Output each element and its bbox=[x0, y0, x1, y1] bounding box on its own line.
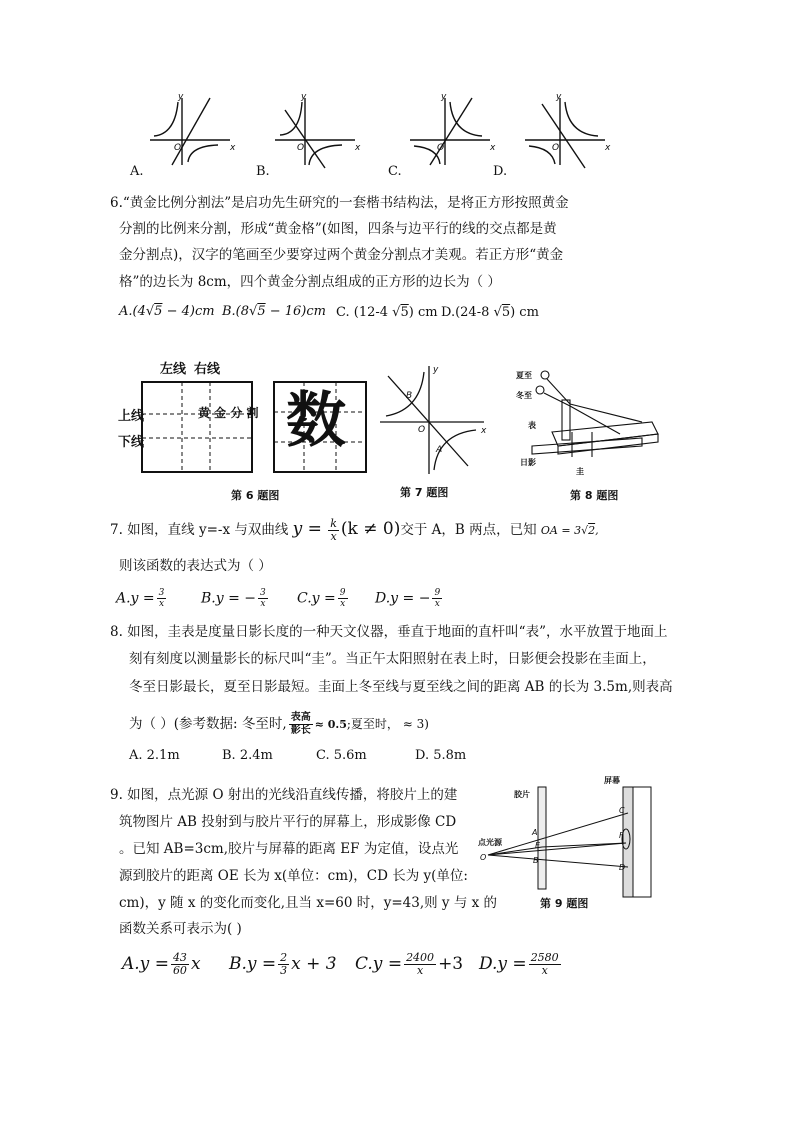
fig7-o: O bbox=[418, 425, 426, 435]
q6-line-2: 分割的比例来分割，形成“黄金格”(如图，四条与边平行的线的交点都是黄 bbox=[119, 221, 557, 237]
fig8-gnomon bbox=[512, 362, 662, 480]
fig8-riying: 日影 bbox=[520, 458, 536, 467]
q6-line-3: 金分割点)，汉字的笔画至少要穿过两个黄金分割点才美观。若正方形“黄金 bbox=[119, 247, 564, 263]
q5-label-c: C. bbox=[388, 164, 402, 179]
fig7-y: y bbox=[433, 365, 439, 375]
q5-a-y: y bbox=[178, 92, 184, 102]
q9-line-3: 。已知 AB=3cm,胶片与屏幕的距离 EF 为定值，设点光 bbox=[119, 841, 459, 857]
q9-fig-film: 胶片 bbox=[514, 790, 530, 799]
q9-fig-o: O bbox=[480, 853, 487, 862]
q9-fig-a: A bbox=[532, 828, 538, 837]
q6-line-1: 6.“黄金比例分割法”是启功先生研究的一套楷书结构法，是将正方形按照黄金 bbox=[110, 195, 569, 211]
fig6-caption: 第 6 题图 bbox=[231, 489, 280, 502]
q5-b-o: O bbox=[297, 143, 305, 153]
q5-d-o: O bbox=[552, 143, 560, 153]
q8-option-c: C. 5.6m bbox=[316, 748, 367, 763]
q9-fig-screen: 屏幕 bbox=[604, 776, 620, 785]
q9-line-5: cm)，y 随 x 的变化而变化,且当 x=60 时，y=43,则 y 与 x 的 bbox=[119, 895, 498, 911]
q9-option-a: A.y = $\frac{43}{60}$ x bbox=[122, 951, 201, 977]
q7-option-b: B.y = − $\frac{3}{x}$ bbox=[201, 588, 266, 609]
q5-b-x: x bbox=[355, 143, 361, 153]
q8-line-3: 冬至日影最长，夏至日影最短。圭面上冬至线与夏至线之间的距离 AB 的长为 3.5m,则表高 bbox=[129, 679, 673, 695]
q5-label-d: D. bbox=[493, 164, 508, 179]
q9-fig-c: C bbox=[619, 806, 625, 815]
q7-option-a: A.y = $\frac{3}{x}$ bbox=[116, 588, 165, 609]
q9-line-6: 函数关系可表示为( ) bbox=[119, 921, 242, 937]
q6-option-a: A.(4√5 − 4)cm bbox=[119, 304, 215, 319]
q7-line-2: 则该函数的表达式为（ ） bbox=[119, 558, 272, 574]
q5-label-a: A. bbox=[130, 164, 144, 179]
q5-a-x: x bbox=[230, 143, 236, 153]
q9-option-c: C.y = $\frac{2400}{x}$ +3 bbox=[355, 951, 464, 977]
q6-option-b: B.(8√5 − 16)cm bbox=[222, 304, 326, 319]
q8-option-d: D. 5.8m bbox=[415, 748, 467, 763]
q7-option-c: C.y = $\frac{9}{x}$ bbox=[297, 588, 346, 609]
q9-line-4: 源到胶片的距离 OE 长为 x(单位：cm)，CD 长为 y(单位: bbox=[119, 868, 468, 884]
q6-option-c: C. (12-4 √5) cm bbox=[336, 305, 438, 320]
fig8-dongzhi: 冬至 bbox=[516, 391, 532, 400]
q6-line-4: 格”的边长为 8cm，四个黄金分割点组成的正方形的边长为（ ） bbox=[119, 274, 501, 290]
q9-line-1: 9. 如图，点光源 O 射出的光线沿直线传播，将胶片上的建 bbox=[110, 787, 458, 803]
fig8-gui: 圭 bbox=[576, 467, 584, 476]
q5-d-y: y bbox=[556, 92, 562, 102]
fig6-words: 黄 金 分 割 bbox=[198, 406, 259, 420]
fig8-xiazhi: 夏至 bbox=[516, 371, 532, 380]
q9-option-d: D.y = $\frac{2580}{x}$ bbox=[479, 951, 559, 977]
fig7-b: B bbox=[406, 391, 413, 401]
q5-c-o: O bbox=[437, 143, 445, 153]
q9-figure-caption: 第 9 题图 bbox=[540, 897, 589, 910]
q8-option-a: A. 2.1m bbox=[129, 748, 180, 763]
q8-option-b: B. 2.4m bbox=[222, 748, 273, 763]
q5-c-y: y bbox=[441, 92, 447, 102]
q9-line-2: 筑物图片 AB 投射到与胶片平行的屏幕上，形成影像 CD bbox=[119, 814, 457, 830]
q9-fig-source: 点光源 bbox=[478, 838, 502, 847]
q8-line-1: 8. 如图，圭表是度量日影长度的一种天文仪器，垂直于地面的直杆叫“表”，水平放置于地面上 bbox=[110, 624, 668, 640]
q9-figure bbox=[478, 775, 668, 910]
fig6-left-top: 上线 bbox=[118, 409, 145, 424]
q7-line-1: 7. 如图，直线 y=-x 与双曲线 y = $\frac{k}{x}$ (k ≠ 0)交于 A，B 两点，已知 OA = 3√2, bbox=[110, 517, 599, 543]
fig8-caption: 第 8 题图 bbox=[570, 489, 619, 502]
q5-graphs bbox=[120, 90, 620, 180]
q8-line-2: 刻有刻度以测量影长的标尺叫“圭”。当正午太阳照射在表上时，日影便会投影在圭面上， bbox=[129, 651, 656, 667]
q9-fig-b: B bbox=[533, 856, 539, 865]
q6-option-d: D.(24-8 √5) cm bbox=[441, 305, 539, 320]
q5-d-x: x bbox=[605, 143, 611, 153]
fig7-caption: 第 7 题图 bbox=[400, 486, 449, 499]
fig6-top-left: 左线 bbox=[160, 362, 187, 377]
q7-option-d: D.y = − $\frac{9}{x}$ bbox=[375, 588, 441, 609]
fig7-x: x bbox=[481, 426, 487, 436]
q5-c-x: x bbox=[490, 143, 496, 153]
fig8-biao: 表 bbox=[528, 421, 536, 430]
q9-fig-d: D bbox=[619, 863, 626, 872]
fig6-left-bottom: 下线 bbox=[118, 435, 145, 450]
fig6-top-right: 右线 bbox=[194, 362, 221, 377]
q9-option-b: B.y = $\frac{2}{3}$ x + 3 bbox=[229, 951, 337, 977]
q5-b-y: y bbox=[301, 92, 307, 102]
fig7-a: A bbox=[436, 445, 443, 455]
q9-fig-f: F bbox=[619, 831, 624, 840]
fig6-char: 数 bbox=[286, 386, 346, 456]
q5-a-o: O bbox=[174, 143, 182, 153]
q8-line-4: 为（ ）(参考数据: 冬至时, $\frac{\text{表高}}{\text{影长}}$ ≈ 0.5;夏至时， ≈ 3) bbox=[129, 712, 429, 736]
fig7-graph bbox=[376, 362, 491, 477]
q5-label-b: B. bbox=[256, 164, 270, 179]
q9-fig-e: E bbox=[535, 841, 541, 850]
